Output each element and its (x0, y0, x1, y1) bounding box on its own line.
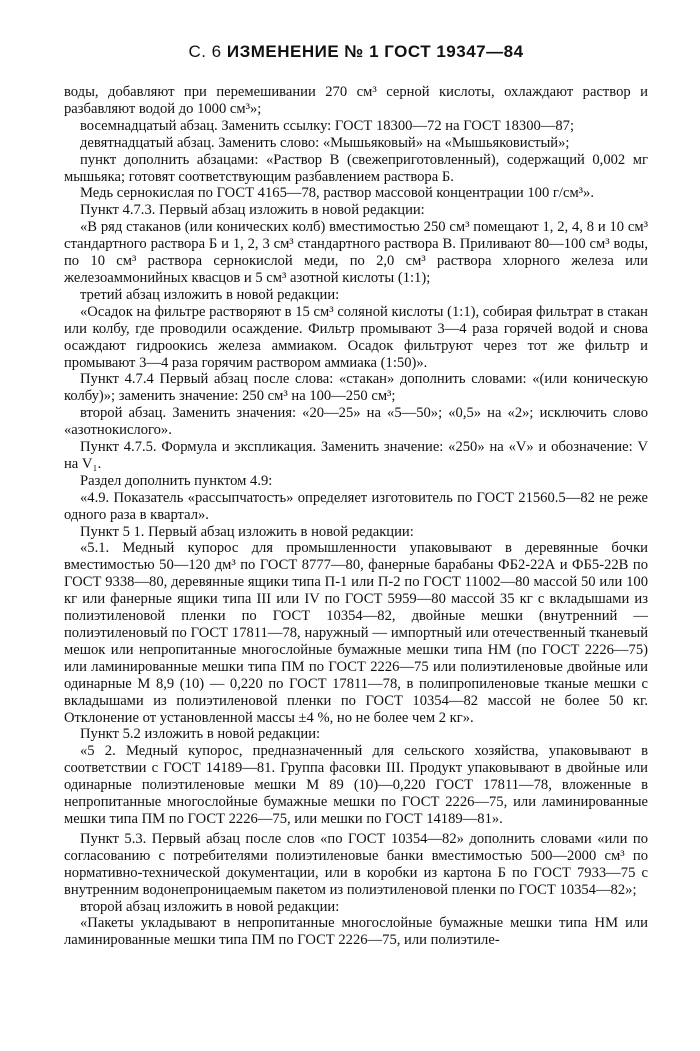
paragraph: второй абзац. Заменить значения: «20—25» на «5—50»; «0,5» на «2»; исключить слово «азотнокислого». (64, 405, 648, 439)
paragraph: третий абзац изложить в новой редакции: (80, 286, 340, 303)
paragraph: Пункт 4.7.3. Первый абзац изложить в новой редакции: (80, 202, 425, 219)
paragraph: Пункт 5.3. Первый абзац после слов «по ГОСТ 10354—82» дополнить словами «или по согласованию с потребителями полиэтиленовые банки вместимостью 500—2000 см³ по нормативно-технической документации, или в коробки из картона Б по ГОСТ 7933—75 с внутренним водонепроницаемым пакетом из полиэтиленовой пленки по ГОСТ 10354—82»; (64, 830, 648, 898)
document-title: ИЗМЕНЕНИЕ № 1 ГОСТ 19347—84 (226, 42, 524, 61)
paragraph: «5.1. Медный купорос для промышленности упаковывают в деревянные бочки вместимостью 50—120 дм³ по ГОСТ 8777—80, фанерные барабаны ФБ2-22А и ФБ5-22В по ГОСТ 9338—80, деревянные ящики типа П-1 или П-2 по ГОСТ 11002—80 массой 50 или 100 кг или фанерные ящики типа III или IV по ГОСТ 5959—80 массой 35 кг с вкладышами из полиэтиленовой пленки по ГОСТ 10354—82, двойные мешки (внутренний — полиэтиленовый по ГОСТ 17811—78, наружный — импортный или отечественный тканевый мешок или непропитанные многослойные бумажные мешки типа НМ (по ГОСТ 2226—75) или ламинированные мешки типа ПМ по ГОСТ 2226—75 или полиэтиленовые двойные или одинарные М 8,9 (10) — 0,220 по ГОСТ 17811—78, в полипропиленовые тканые мешки с вкладышами из полиэтиленовой пленки по ГОСТ 10354—82 массой не более 50 кг. Отклонение от установленной массы ±4 %, но не более чем 2 кг». (64, 540, 648, 726)
paragraph: Пункт 4.7.4 Первый абзац после слова: «стакан» дополнить словами: «(или коническую колбу)»; заменить значение: 250 см³ на 100—250 см³; (64, 371, 648, 405)
paragraph: «Пакеты укладывают в непропитанные многослойные бумажные мешки типа НМ или ламинированные мешки типа ПМ по ГОСТ 2226—75, или полиэтиле- (64, 915, 648, 949)
paragraph: Пункт 5.2 изложить в новой редакции: (80, 726, 321, 743)
paragraph: пункт дополнить абзацами: «Раствор В (свежеприготовленный), содержащий 0,002 мг мышьяка; готовят соответствующим разбавлением раствора Б. (64, 151, 648, 185)
paragraph: «В ряд стаканов (или конических колб) вместимостью 250 см³ помещают 1, 2, 4, 8 и 10 см³ стандартного раствора Б и 1, 2, 3 см³ стандартного раствора В. Приливают 80—100 см³ воды, по 10 см³ раствора сернокислой меди, по 2,0 см³ раствора хлорного железа или железоаммонийных квасцов и 5 см³ азотной кислоты (1:1); (64, 219, 648, 286)
paragraph: Пункт 4.7.5. Формула и экспликация. Заменить значение: «250» на «V» и обозначение: V на V₁. (64, 439, 648, 472)
paragraph: второй абзац изложить в новой редакции: (80, 898, 340, 915)
paragraph: Раздел дополнить пунктом 4.9: (80, 472, 273, 489)
page-header (64, 42, 648, 62)
paragraph: «5 2. Медный купорос, предназначенный для сельского хозяйства, упаковывают в соответствии с ГОСТ 14189—81. Группа фасовки III. Продукт упаковывают в двойные или одинарные полиэтиленовые мешки М 89 (10)—0,220 ГОСТ 17811—78, вложенные в непропитанные многослойные бумажные мешки по ГОСТ 2226—75, или ламинированные мешки типа ПМ по ГОСТ 2226—75, или мешки по ГОСТ 14189—81». (64, 743, 648, 827)
paragraph: воды, добавляют при перемешивании 270 см³ серной кислоты, охлаждают раствор и разбавляют водой до 1000 см³»; (64, 84, 648, 117)
page-number: С. 6 (188, 42, 222, 61)
paragraph: восемнадцатый абзац. Заменить ссылку: ГОСТ 18300—72 на ГОСТ 18300—87; (80, 117, 575, 134)
paragraph: «4.9. Показатель «рассыпчатость» определяет изготовитель по ГОСТ 21560.5—82 не реже одного раза в квартал». (64, 489, 648, 523)
document-body (64, 84, 648, 949)
paragraph: Медь сернокислая по ГОСТ 4165—78, раствор массовой концентрации 100 г/см³». (80, 185, 594, 202)
paragraph: девятнадцатый абзац. Заменить слово: «Мышьяковый» на «Мышьяковистый»; (80, 134, 570, 151)
paragraph: Пункт 5 1. Первый абзац изложить в новой редакции: (80, 523, 414, 540)
paragraph: «Осадок на фильтре растворяют в 15 см³ соляной кислоты (1:1), собирая фильтрат в стакан или колбу, где проводили осаждение. Фильтр промывают 3—4 раза горячей водой и снова осаждают гидроокись железа аммиаком. Осадок фильтруют через тот же фильтр и промывают 3—4 раза горячим раствором аммиака (1:50)». (64, 303, 648, 371)
